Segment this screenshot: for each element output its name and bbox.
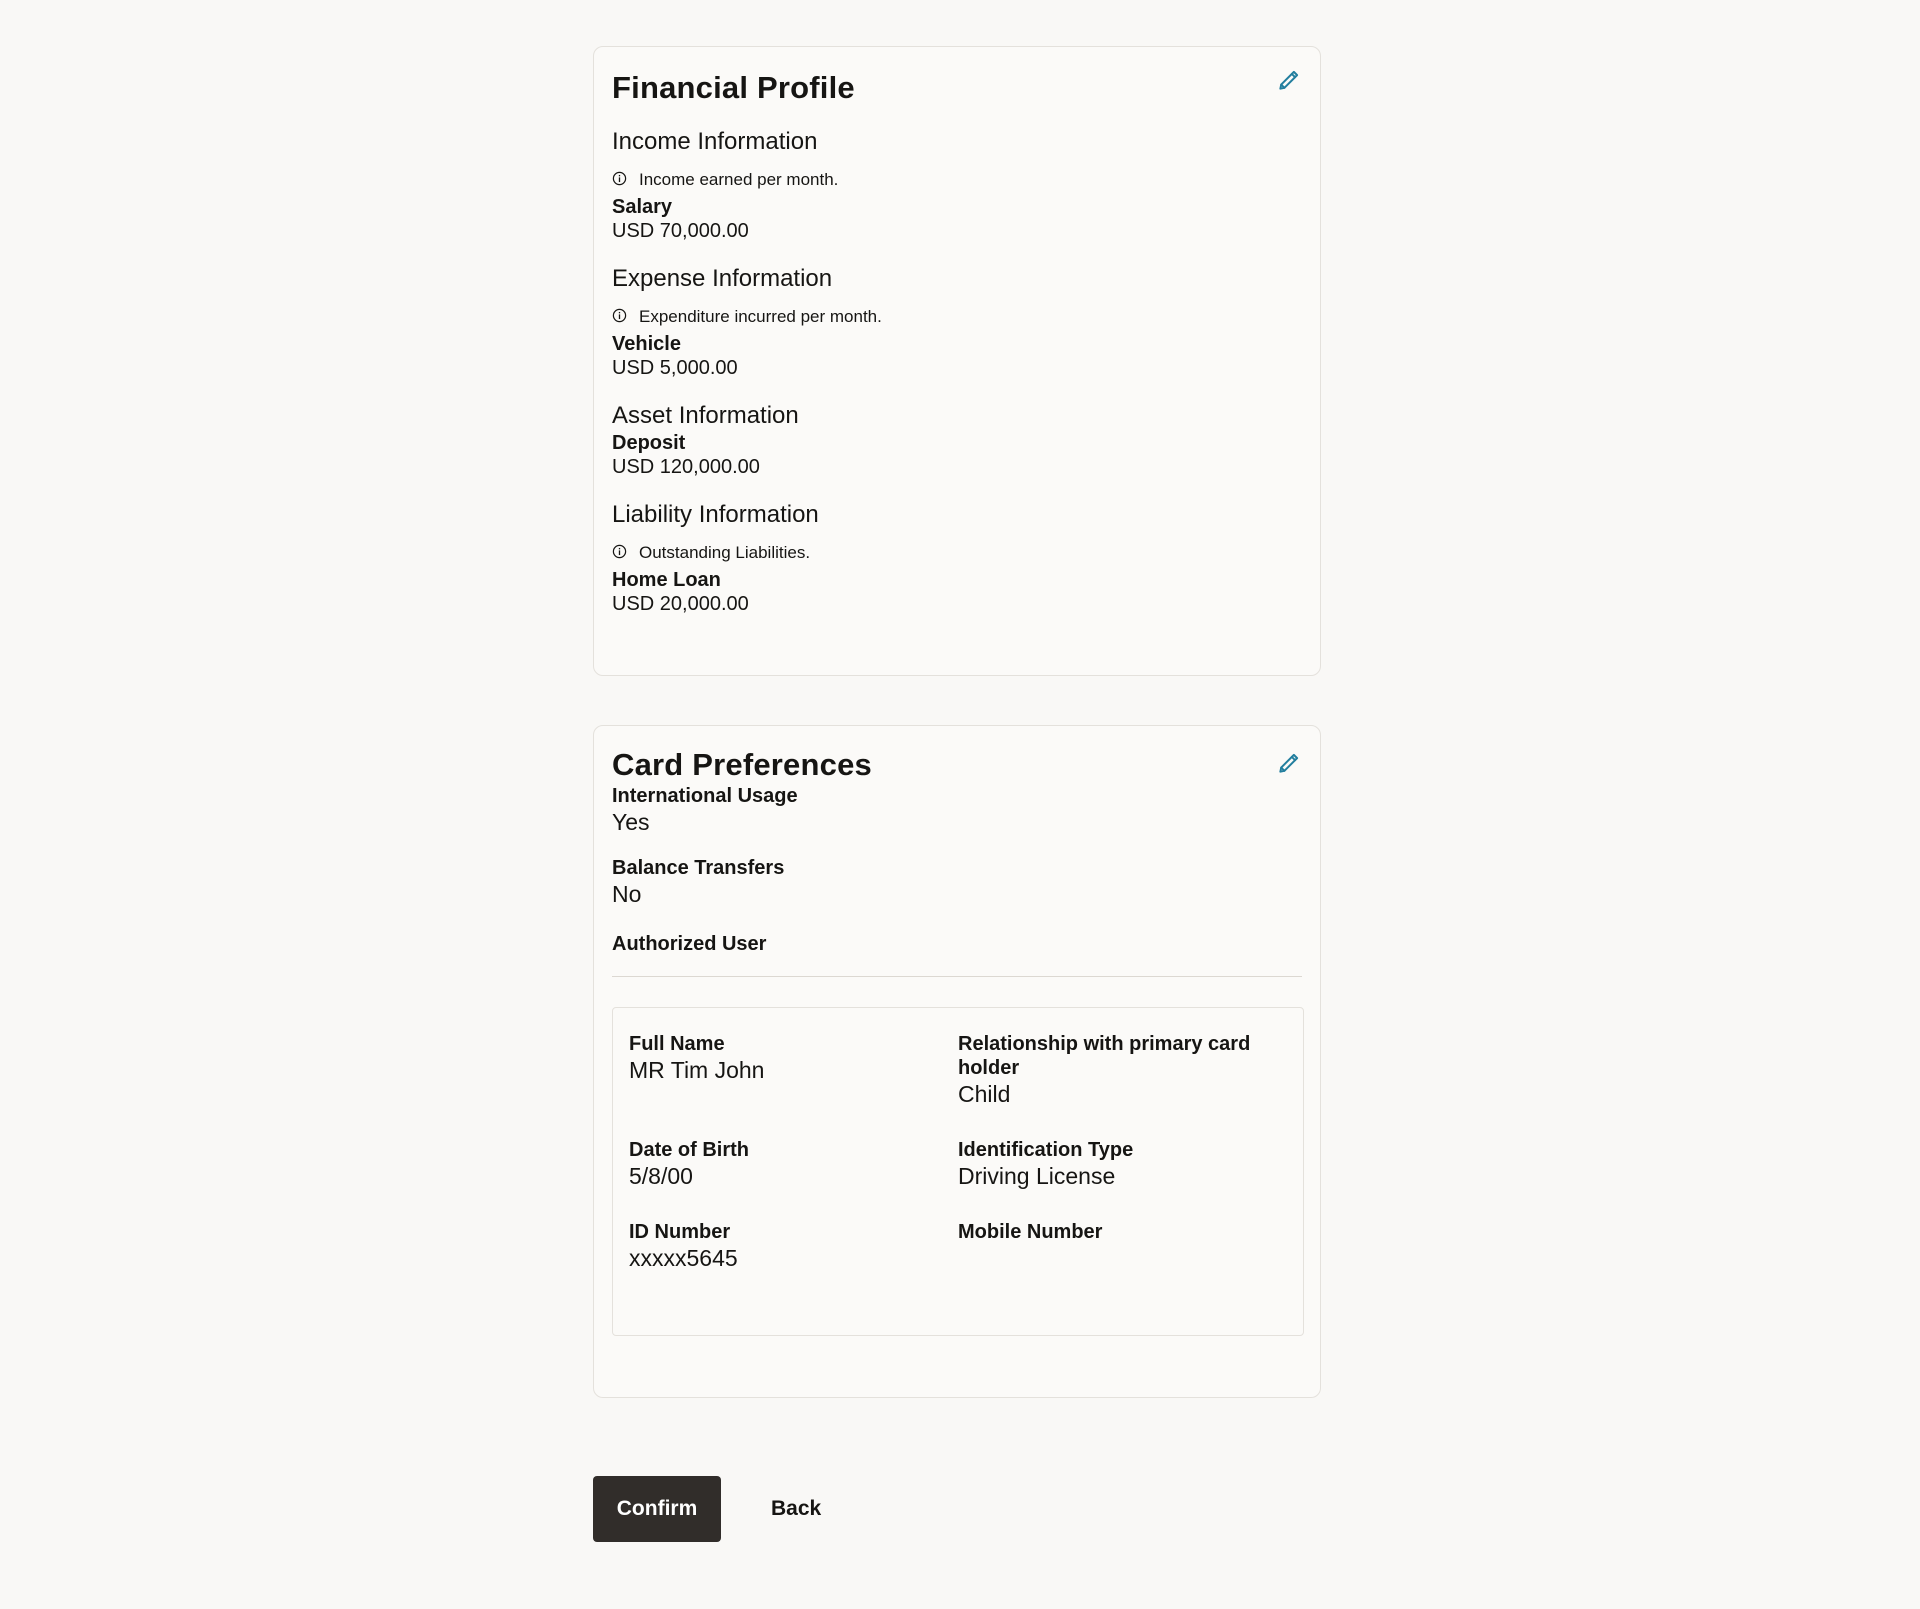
identification-type-label: Identification Type xyxy=(958,1139,1134,1161)
home-loan-value: USD 20,000.00 xyxy=(612,593,749,615)
deposit-value: USD 120,000.00 xyxy=(612,456,760,478)
international-usage-field xyxy=(612,784,1302,836)
international-usage-label: International Usage xyxy=(612,785,798,807)
vehicle-value: USD 5,000.00 xyxy=(612,357,738,379)
full-name-label: Full Name xyxy=(629,1033,725,1055)
info-icon xyxy=(612,308,627,323)
date-of-birth-label: Date of Birth xyxy=(629,1139,749,1161)
card-preferences-title: Card Preferences xyxy=(612,747,872,782)
pencil-icon xyxy=(1276,67,1302,93)
id-number-value: xxxxx5645 xyxy=(629,1245,738,1271)
home-loan-label: Home Loan xyxy=(612,569,721,591)
expense-info-text: Expenditure incurred per month. xyxy=(639,307,882,326)
id-number-label: ID Number xyxy=(629,1221,731,1243)
date-of-birth-value: 5/8/00 xyxy=(629,1163,693,1189)
card-preferences-card xyxy=(593,725,1321,1398)
action-bar xyxy=(593,1476,841,1542)
salary-label: Salary xyxy=(612,196,673,218)
relationship-value: Child xyxy=(958,1081,1011,1107)
international-usage-value: Yes xyxy=(612,809,650,835)
income-section-title: Income Information xyxy=(612,128,818,155)
divider xyxy=(612,976,1302,977)
liability-info-text: Outstanding Liabilities. xyxy=(639,543,811,562)
financial-profile-edit-button[interactable] xyxy=(1276,67,1302,93)
info-icon xyxy=(612,171,627,186)
liability-section xyxy=(612,500,1302,616)
date-of-birth-field xyxy=(629,1138,958,1190)
liability-section-title: Liability Information xyxy=(612,501,819,528)
financial-profile-card xyxy=(593,46,1321,676)
authorized-user-details xyxy=(612,1007,1304,1336)
financial-profile-title: Financial Profile xyxy=(612,70,855,105)
info-icon xyxy=(612,544,627,559)
confirm-button[interactable]: Confirm xyxy=(593,1476,721,1542)
balance-transfers-value: No xyxy=(612,881,642,907)
mobile-number-label: Mobile Number xyxy=(958,1221,1103,1243)
balance-transfers-label: Balance Transfers xyxy=(612,857,785,879)
review-content xyxy=(593,46,1321,1398)
balance-transfers-field xyxy=(612,856,1302,908)
back-button[interactable]: Back xyxy=(751,1476,841,1542)
identification-type-value: Driving License xyxy=(958,1163,1116,1189)
identification-type-field xyxy=(958,1138,1287,1190)
id-number-field xyxy=(629,1220,958,1272)
relationship-field xyxy=(958,1032,1287,1108)
asset-section-title: Asset Information xyxy=(612,402,799,429)
pencil-icon xyxy=(1276,750,1302,776)
deposit-label: Deposit xyxy=(612,432,686,454)
asset-section xyxy=(612,401,1302,479)
expense-section xyxy=(612,264,1302,380)
salary-value: USD 70,000.00 xyxy=(612,220,749,242)
expense-info xyxy=(612,306,1302,328)
income-info-text: Income earned per month. xyxy=(639,170,839,189)
full-name-value: MR Tim John xyxy=(629,1057,765,1083)
authorized-user-label: Authorized User xyxy=(612,933,767,955)
liability-info xyxy=(612,542,1302,564)
relationship-label: Relationship with primary card holder xyxy=(958,1033,1251,1079)
card-preferences-edit-button[interactable] xyxy=(1276,750,1302,776)
income-info xyxy=(612,169,1302,191)
expense-section-title: Expense Information xyxy=(612,265,833,292)
vehicle-label: Vehicle xyxy=(612,333,681,355)
income-section xyxy=(612,127,1302,243)
full-name-field xyxy=(629,1032,958,1108)
mobile-number-field xyxy=(958,1220,1287,1272)
